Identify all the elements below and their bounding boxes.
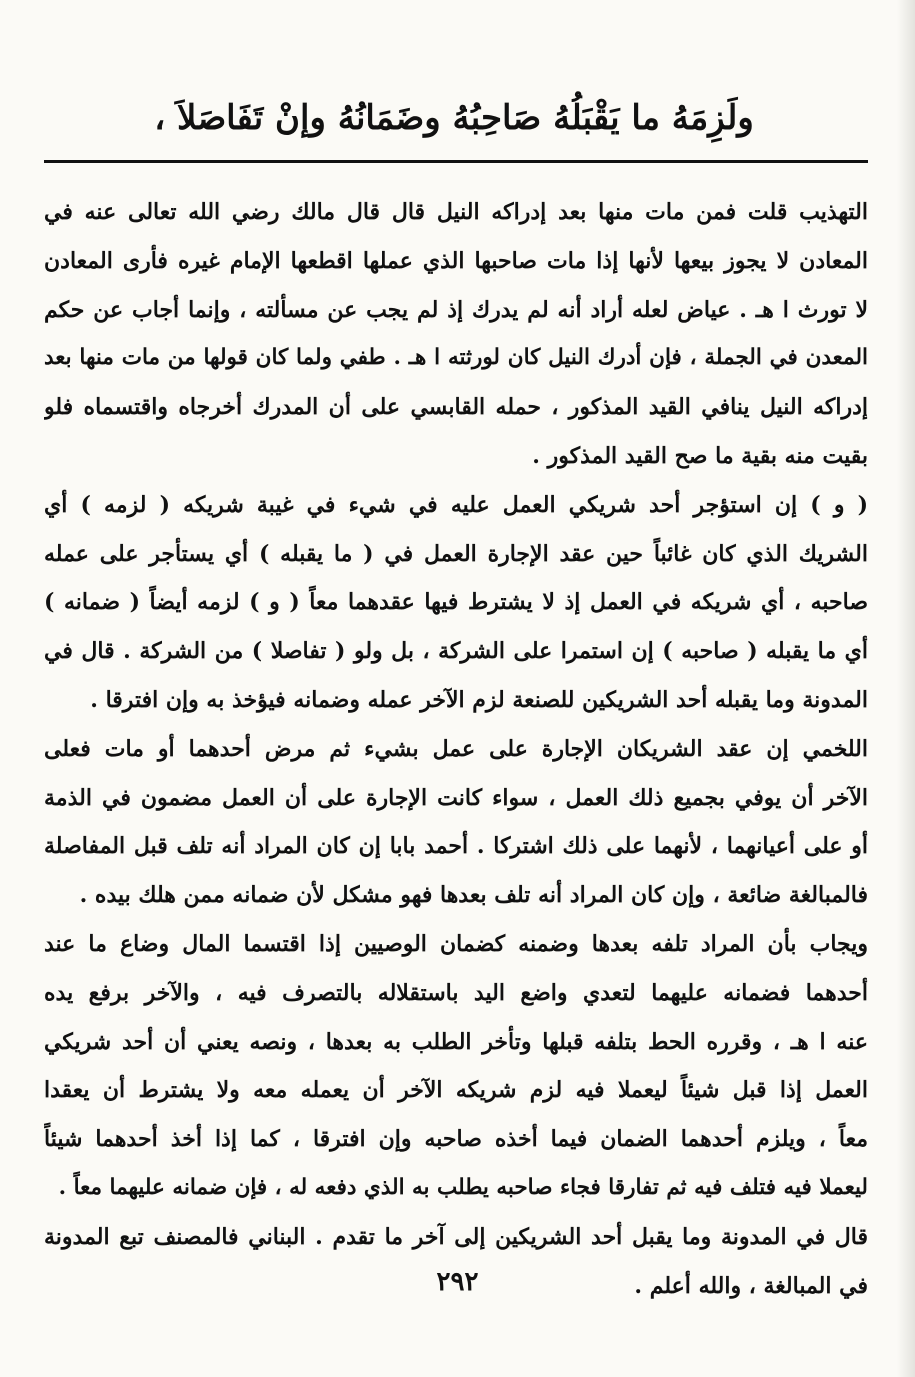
text-line: أي ما يقبله ( صاحبه ) إن استمرا على الشركة ، بل ولو ( تفاصلا ) من الشركة . قال في bbox=[44, 638, 868, 665]
text-line: أو على أعيانهما ، لأنهما على ذلك اشتركا . أحمد بابا إن كان المراد أنه تلف قبل المفاصلة bbox=[44, 833, 868, 860]
header-divider bbox=[44, 160, 868, 163]
text-line: المعدن في الجملة ، فإن أدرك النيل كان لورثته ا هـ . طفي ولما كان قولها من مات منها بعد bbox=[44, 345, 868, 371]
text-line: اللخمي إن عقد الشريكان الإجارة على عمل بشيء ثم مرض أحدهما أو مات فعلى bbox=[44, 735, 868, 762]
scan-edge-shadow bbox=[897, 0, 915, 1377]
text-line: ويجاب بأن المراد تلفه بعدها وضمنه كضمان الوصيين إذا اقتسما المال وضاع ما عند bbox=[44, 930, 868, 957]
text-line: العمل إذا قبل شيئاً ليعملا فيه لزم شريكه الآخر أن يعمله معه ولا يشترط أن يعقدا bbox=[44, 1077, 868, 1104]
verse-heading: ولَزِمَهُ ما يَقْبَلُهُ صَاحِبُهُ وضَمَانُهُ وإنْ تَفَاصَلاَ ، bbox=[154, 98, 754, 138]
text-line: فالمبالغة ضائعة ، وإن كان المراد أنه تلف بعدها فهو مشكل لأن ضمانه ممن هلك بيده . bbox=[79, 882, 868, 909]
text-line: ليعملا فيه فتلف فيه ثم تفارقا فجاء صاحبه يطلب به الذي دفعه له ، فإن ضمانه عليهما معاً . bbox=[58, 1174, 868, 1200]
text-line: عنه ا هـ ، وقرره الحط بتلفه قبلها وتأخر الطلب به بعدها ، ونصه يعني أن أحد شريكي bbox=[44, 1028, 868, 1055]
text-line: الآخر أن يوفي بجميع ذلك العمل ، سواء كانت الإجارة على أن العمل مضمون في الذمة bbox=[44, 784, 868, 811]
commentary-body bbox=[44, 188, 868, 1310]
text-line: صاحبه ، أي شريكه في العمل إذ لا يشترط فيها عقدهما معاً ( و ) لزمه أيضاً ( ضمانه ) bbox=[44, 589, 868, 616]
text-line: المعادن لا يجوز بيعها لأنها إذا مات صاحبها الذي عملها اقطعها الإمام غيره فأرى المعادن bbox=[44, 247, 868, 274]
page-number: ٢٩٢ bbox=[436, 1267, 479, 1297]
text-line: معاً ، ويلزم أحدهما الضمان فيما أخذه صاحبه وإن افترقا ، كما إذا أخذ أحدهما شيئاً bbox=[44, 1126, 868, 1153]
text-line: التهذيب قلت فمن مات منها بعد إدراكه النيل قال قال مالك رضي الله تعالى عنه في bbox=[44, 199, 868, 225]
text-line: أحدهما فضمانه عليهما لتعدي واضع اليد باستقلاله بالتصرف فيه ، والآخر برفع يده bbox=[44, 979, 868, 1006]
text-line: الشريك الذي كان غائباً حين عقد الإجارة العمل في ( ما يقبله ) أي يستأجر على عمله bbox=[44, 540, 868, 567]
text-line: المدونة وما يقبله أحد الشريكين للصنعة لزم الآخر عمله وضمانه فيؤخذ به وإن افترقا . bbox=[90, 686, 868, 713]
text-line: لا تورث ا هـ . عياض لعله أراد أنه لم يدرك إذ لم يجب عن مسألته ، وإنما أجاب عن حكم bbox=[44, 296, 868, 323]
text-line: إدراكه النيل ينافي القيد المذكور ، حمله القابسي على أن المدرك أخرجاه واقتسماه فلو bbox=[44, 394, 868, 421]
text-line: ( و ) إن استؤجر أحد شريكي العمل عليه في شيء في غيبة شريكه ( لزمه ) أي bbox=[44, 491, 868, 518]
text-line: في المبالغة ، والله أعلم . bbox=[634, 1272, 868, 1299]
text-line: قال في المدونة وما يقبل أحد الشريكين إلى آخر ما تقدم . البناني فالمصنف تبع المدونة bbox=[44, 1223, 868, 1250]
text-line: بقيت منه بقية ما صح القيد المذكور . bbox=[532, 442, 868, 469]
